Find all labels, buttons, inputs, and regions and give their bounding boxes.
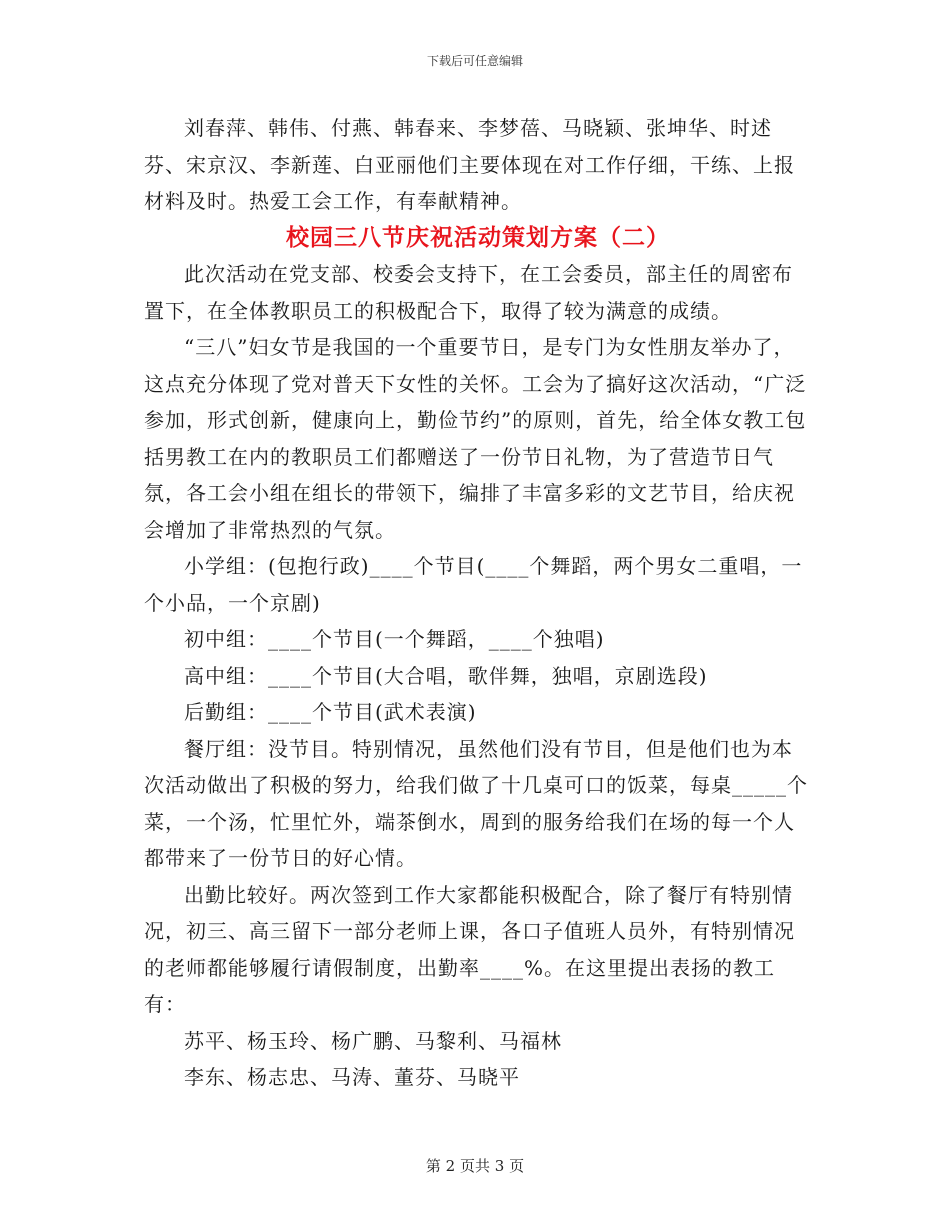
paragraph: “三八”妇女节是我国的一个重要节日，是专门为女性朋友举办了，这点充分体现了党对普天下女性的关怀。工会为了搞好这次活动，“广泛参加，形式创新，健康向上，勤俭节约”的原则，首先，给全体女教工包括男教工在内的教职员工们都赠送了一份节日礼物，为了营造节日气氛，各工会小组在组长的带领下，编排了丰富多彩的文艺节目，给庆祝会增加了非常热烈的气氛。 — [144, 335, 807, 542]
paragraph: 小学组：(包抱行政)____个节目(____个舞蹈，两个男女二重唱，一个小品，一个京剧) — [144, 554, 803, 615]
paragraph: 李东、杨志忠、马涛、董芬、马晓平 — [184, 1065, 520, 1089]
paragraph: 此次活动在党支部、校委会支持下，在工会委员，部主任的周密布置下，在全体教职员工的积极配合下，取得了较为满意的成绩。 — [144, 262, 793, 323]
paragraph: 刘春萍、韩伟、付燕、韩春来、李梦蓓、马晓颖、张坤华、时述芬、宋京汉、李新莲、白亚丽他们主要体现在对工作仔细，干练、上报材料及时。热爱工会工作，有奉献精神。 — [144, 116, 795, 213]
paragraph: 餐厅组：没节目。特别情况，虽然他们没有节目，但是他们也为本次活动做出了积极的努力，给我们做了十几桌可口的饭菜，每桌_____个菜，一个汤，忙里忙外，端茶倒水，周到的服务给我们在场的每一个人都带来了一份节日的好心情。 — [144, 736, 808, 870]
paragraph: 初中组：____个节目(一个舞蹈，____个独唱) — [184, 627, 605, 651]
section-title: 校园三八节庆祝活动策划方案（二） — [286, 223, 670, 251]
page-header: 下载后可任意编辑 — [426, 54, 523, 68]
paragraph: 苏平、杨玉玲、杨广鹏、马黎利、马福林 — [184, 1028, 562, 1053]
page-footer: 第 2 页共 3 页 — [425, 1157, 525, 1175]
paragraph: 出勤比较好。两次签到工作大家都能积极配合，除了餐厅有特别情况，初三、高三留下一部分老师上课，各口子值班人员外，有特别情况的老师都能够履行请假制度，出勤率____%。在这里提出表扬的教工有： — [144, 882, 795, 1016]
paragraph: 高中组：____个节目(大合唱，歌伴舞，独唱，京剧选段) — [184, 663, 708, 688]
paragraph: 后勤组：____个节目(武术表演) — [184, 700, 477, 724]
document-body — [144, 110, 812, 1096]
